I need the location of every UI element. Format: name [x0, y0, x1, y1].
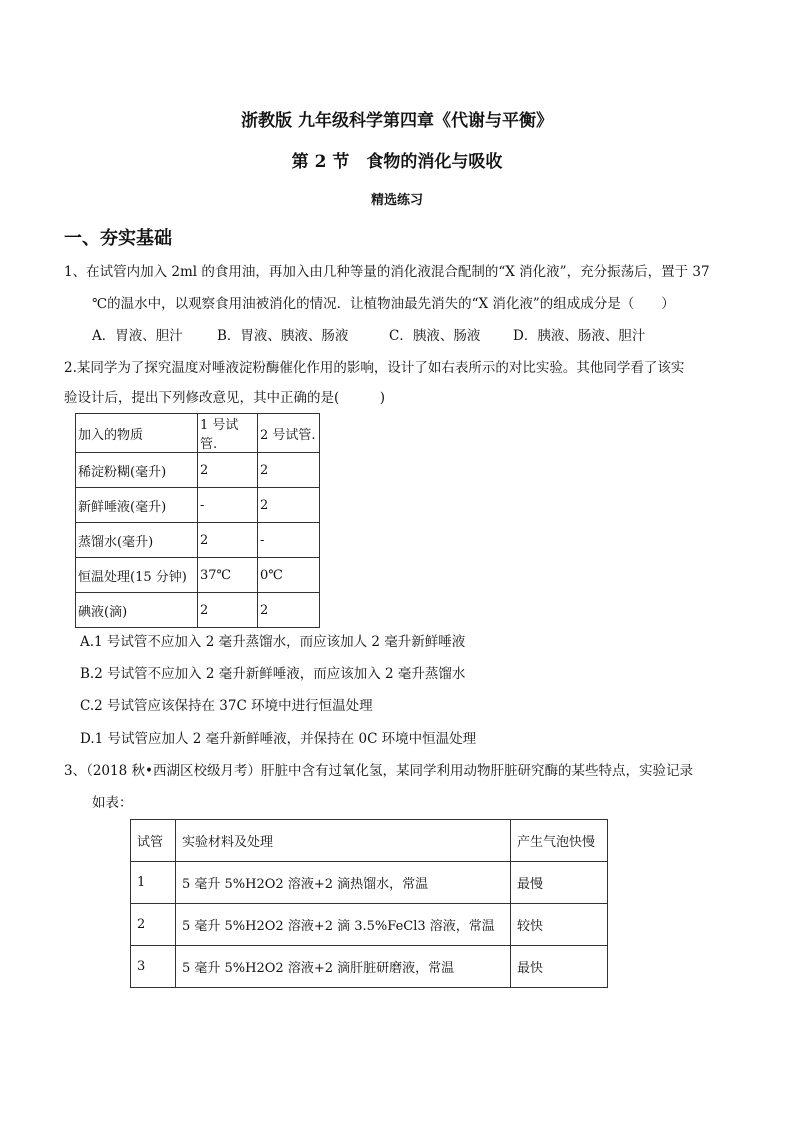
table-cell: 37℃ — [198, 558, 258, 593]
table-row — [76, 453, 320, 488]
table-cell: 5 毫升 5%H2O2 溶液+2 滴 3.5%FeCl3 溶液，常温 — [176, 904, 511, 946]
table-cell: 最慢 — [511, 862, 608, 904]
table-row — [131, 946, 608, 988]
table-cell: 0℃ — [258, 558, 320, 593]
section-title: 第 2 节 食物的消化与吸收 — [291, 152, 503, 172]
table-cell: 产生气泡快慢 — [511, 820, 608, 862]
table-cell: 较快 — [511, 904, 608, 946]
table-cell: 试管 — [131, 820, 176, 862]
part-heading: 一、夯实基础 — [64, 228, 172, 249]
table-cell: 1 — [131, 862, 176, 904]
q2-option-b: B.2 号试管不应加入 2 毫升新鲜唾液，而应该加入 2 毫升蒸馏水 — [80, 666, 466, 682]
table-cell: 2 — [258, 453, 320, 488]
table-cell: 2 — [258, 593, 320, 628]
q1-option-d: D．胰液、肠液、胆汁 — [513, 328, 646, 344]
table-cell: 碘液(滴) — [76, 593, 198, 628]
table-row — [131, 820, 608, 862]
table-cell: 2 — [198, 453, 258, 488]
table-row — [76, 414, 320, 453]
q1-stem-line1: 1、在试管内加入 2ml 的食用油，再加入由几种等量的消化液混合配制的“X 消化液”，充分振荡后，置于 37 — [64, 264, 710, 280]
q2-option-c: C.2 号试管应该保持在 37C 环境中进行恒温处理 — [80, 698, 373, 714]
q1-option-c: C．胰液、肠液 — [389, 328, 481, 344]
table-cell: 2 — [198, 523, 258, 558]
table-cell: - — [198, 488, 258, 523]
table-row — [131, 862, 608, 904]
table-cell: 实验材料及处理 — [176, 820, 511, 862]
table-cell: 3 — [131, 946, 176, 988]
table-row — [76, 593, 320, 628]
table-cell: 加入的物质 — [76, 414, 198, 453]
q2-option-d: D.1 号试管应加人 2 毫升新鲜唾液，并保持在 0C 环境中恒温处理 — [80, 731, 477, 747]
table-row — [131, 904, 608, 946]
table-cell: 2 号试管. — [258, 414, 320, 453]
document-title: 浙教版 九年级科学第四章《代谢与平衡》 — [241, 111, 553, 131]
q1-option-a: A．胃液、胆汁 — [92, 328, 183, 344]
table-cell: 稀淀粉糊(毫升) — [76, 453, 198, 488]
table-cell: 5 毫升 5%H2O2 溶液+2 滴热馏水，常温 — [176, 862, 511, 904]
q2-experiment-table — [75, 413, 320, 628]
q1-option-b: B．胃液、胰液、肠液 — [217, 328, 349, 344]
q3-experiment-table — [130, 819, 608, 988]
table-row — [76, 523, 320, 558]
q1-options — [92, 327, 645, 345]
table-cell: 最快 — [511, 946, 608, 988]
q3-stem-line2: 如表： — [92, 795, 133, 811]
table-cell: 5 毫升 5%H2O2 溶液+2 滴肝脏研磨液，常温 — [176, 946, 511, 988]
table-cell: 2 — [198, 593, 258, 628]
q2-option-a: A.1 号试管不应加入 2 毫升蒸馏水，而应该加人 2 毫升新鲜唾液 — [80, 634, 466, 650]
table-cell: 新鲜唾液(毫升) — [76, 488, 198, 523]
subtitle: 精选练习 — [370, 193, 423, 208]
table-row — [76, 488, 320, 523]
table-cell: - — [258, 523, 320, 558]
table-row — [76, 558, 320, 593]
q2-stem-line1: 2.某同学为了探究温度对唾液淀粉酶催化作用的影响，设计了如右表所示的对比实验。其他同学看了该实 — [64, 360, 685, 376]
table-cell: 1 号试管. — [198, 414, 258, 453]
table-cell: 恒温处理(15 分钟) — [76, 558, 198, 593]
table-cell: 蒸馏水(毫升) — [76, 523, 198, 558]
q1-stem-line2: ℃的温水中，以观察食用油被消化的情况．让植物油最先消失的“X 消化液”的组成成分是（ ） — [92, 296, 675, 312]
table-cell: 2 — [258, 488, 320, 523]
q2-stem-line2: 验设计后，提出下列修改意见，其中正确的是( ) — [64, 390, 386, 406]
q3-stem-line1: 3、（2018 秋•西湖区校级月考）肝脏中含有过氧化氢，某同学利用动物肝脏研究酶的某些特点，实验记录 — [64, 763, 693, 779]
table-cell: 2 — [131, 904, 176, 946]
